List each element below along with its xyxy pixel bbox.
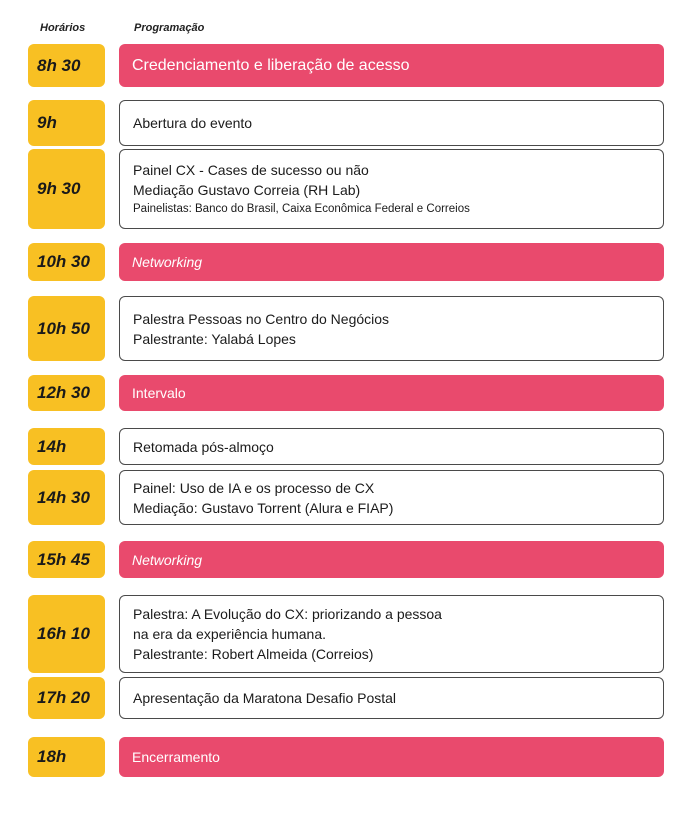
time-label: 15h 45 xyxy=(28,541,105,578)
program-text: na era da experiência humana. xyxy=(133,626,327,642)
time-label: 9h 30 xyxy=(28,149,105,229)
program-text: Palestrante: Robert Almeida (Correios) xyxy=(133,646,374,662)
program-item xyxy=(119,677,664,719)
time-label: 10h 30 xyxy=(28,243,105,281)
program-text: Intervalo xyxy=(132,385,186,401)
program-item xyxy=(119,541,664,578)
program-text: Palestra Pessoas no Centro do Negócios xyxy=(133,310,390,327)
program-item xyxy=(119,428,664,465)
program-text: Palestrante: Yalabá Lopes xyxy=(133,330,296,347)
time-label: 8h 30 xyxy=(28,44,105,87)
program-item xyxy=(119,470,664,525)
time-label: 17h 20 xyxy=(28,677,105,719)
program-item xyxy=(119,595,664,673)
program-text: Painel CX - Cases de sucesso ou não xyxy=(133,162,369,178)
program-text: Painel: Uso de IA e os processo de CX xyxy=(133,479,375,496)
program-text: Mediação: Gustavo Torrent (Alura e FIAP) xyxy=(133,499,394,516)
program-item xyxy=(119,296,664,361)
time-label: 16h 10 xyxy=(28,595,105,673)
program-item xyxy=(119,243,664,281)
program-text: Palestra: A Evolução do CX: priorizando a pessoa xyxy=(133,606,442,622)
program-item xyxy=(119,44,664,87)
program-text: Networking xyxy=(132,551,203,568)
program-text: Networking xyxy=(132,254,203,270)
program-text: Encerramento xyxy=(132,749,220,765)
program-item xyxy=(119,375,664,411)
times-column-header: Horários xyxy=(40,22,86,34)
program-text: Apresentação da Maratona Desafio Postal xyxy=(133,690,397,706)
program-text: Mediação Gustavo Correia (RH Lab) xyxy=(133,182,361,198)
time-label: 18h xyxy=(28,737,105,777)
program-text: Retomada pós-almoço xyxy=(133,438,274,455)
program-item xyxy=(119,737,664,777)
time-label: 12h 30 xyxy=(28,375,105,411)
program-column-header: Programação xyxy=(134,22,205,34)
program-item xyxy=(119,149,664,229)
program-text: Credenciamento e liberação de acesso xyxy=(132,56,410,74)
time-label: 9h xyxy=(28,100,105,146)
time-label: 14h xyxy=(28,428,105,465)
time-label: 10h 50 xyxy=(28,296,105,361)
program-item xyxy=(119,100,664,146)
program-text: Painelistas: Banco do Brasil, Caixa Econômica Federal e Correios xyxy=(133,203,470,215)
time-label: 14h 30 xyxy=(28,470,105,525)
program-text: Abertura do evento xyxy=(133,115,253,131)
